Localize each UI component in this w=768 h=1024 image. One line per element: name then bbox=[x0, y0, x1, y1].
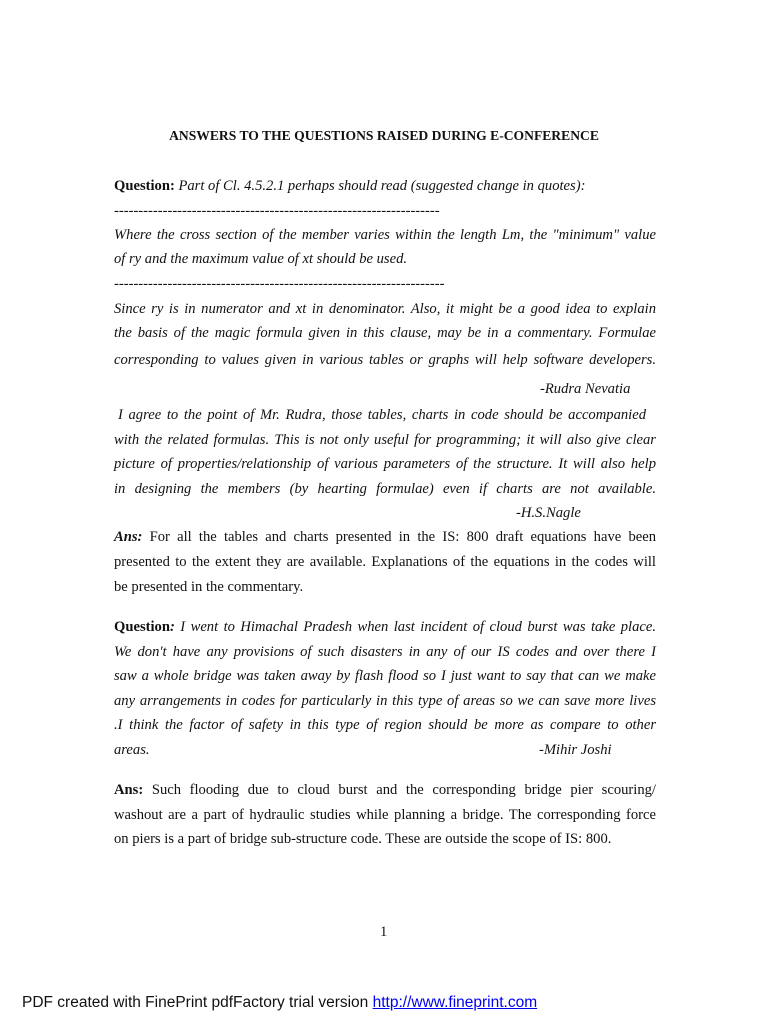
question-1-line: of ry and the maximum value of xt should be used. bbox=[114, 251, 408, 267]
comment-line: picture of properties/relationship of various parameters of the structure. It will also help bbox=[114, 456, 656, 472]
comment-line: in designing the members (by hearting formulae) even if charts are not available. bbox=[114, 481, 656, 497]
answer-label: Ans: bbox=[114, 529, 143, 545]
dash-separator: ------------------------------------------------------------------- bbox=[114, 203, 440, 219]
question-1-line: Since ry is in numerator and xt in denominator. Also, it might be a good idea to explain bbox=[114, 301, 656, 317]
answer-1-line: be presented in the commentary. bbox=[114, 579, 304, 595]
answer-1-intro bbox=[114, 528, 656, 546]
question-label: Question bbox=[114, 619, 170, 635]
comment-line: I agree to the point of Mr. Rudra, those tables, charts in code should be accompanied bbox=[118, 407, 646, 423]
fineprint-link[interactable]: http://www.fineprint.com bbox=[372, 994, 538, 1011]
answer-2-line: washout are a part of hydraulic studies while planning a bridge. The corresponding force bbox=[114, 807, 656, 823]
question-1-line: corresponding to values given in various tables or graphs will help software developers. bbox=[114, 352, 656, 368]
question-1-line: the basis of the magic formula given in this clause, may be in a commentary. Formulae bbox=[114, 325, 656, 341]
dash-separator: -------------------------------------------------------------------- bbox=[114, 276, 445, 292]
document-title: ANSWERS TO THE QUESTIONS RAISED DURING E-CONFERENCE bbox=[169, 128, 599, 143]
question-2-line: .I think the factor of safety in this type of region should be more as compare to other bbox=[114, 717, 656, 733]
answer-2-intro bbox=[114, 781, 656, 799]
answer-1-line: presented to the extent they are available. Explanations of the equations in the codes will bbox=[114, 554, 656, 570]
question-colon: : bbox=[169, 619, 175, 635]
answer-label: Ans: bbox=[114, 782, 144, 798]
answer-2-line: on piers is a part of bridge sub-structure code. These are outside the scope of IS: 800. bbox=[114, 831, 612, 847]
signature-nagle: -H.S.Nagle bbox=[516, 505, 581, 521]
question-label: Question: bbox=[114, 178, 175, 194]
comment-line: with the related formulas. This is not only useful for programming; it will also give clear bbox=[114, 432, 656, 448]
question-text: Part of Cl. 4.5.2.1 perhaps should read (suggested change in quotes): bbox=[174, 178, 586, 194]
question-1-line: Where the cross section of the member varies within the length Lm, the "minimum" value bbox=[114, 227, 656, 243]
signature-rudra: -Rudra Nevatia bbox=[540, 381, 631, 397]
question-1-intro bbox=[114, 177, 585, 195]
question-2-line: We don't have any provisions of such disasters in any of our IS codes and over there I bbox=[114, 644, 656, 660]
question-2-intro bbox=[114, 618, 656, 636]
answer-text: For all the tables and charts presented in the IS: 800 draft equations have been bbox=[142, 529, 656, 545]
footer-text: PDF created with FinePrint pdfFactory trial version bbox=[22, 994, 373, 1011]
page-number: 1 bbox=[380, 924, 388, 940]
answer-text: Such flooding due to cloud burst and the corresponding bridge pier scouring/ bbox=[143, 782, 656, 798]
question-2-line: any arrangements in codes for particularly in this type of areas so we can save more lives bbox=[114, 693, 656, 709]
question-text: I went to Himachal Pradesh when last incident of cloud burst was take place. bbox=[174, 619, 656, 635]
pdf-footer bbox=[22, 994, 537, 1012]
question-2-line: areas. bbox=[114, 742, 150, 758]
signature-mihir: -Mihir Joshi bbox=[539, 742, 612, 758]
question-2-line: saw a whole bridge was taken away by flash flood so I just want to say that can we make bbox=[114, 668, 656, 684]
